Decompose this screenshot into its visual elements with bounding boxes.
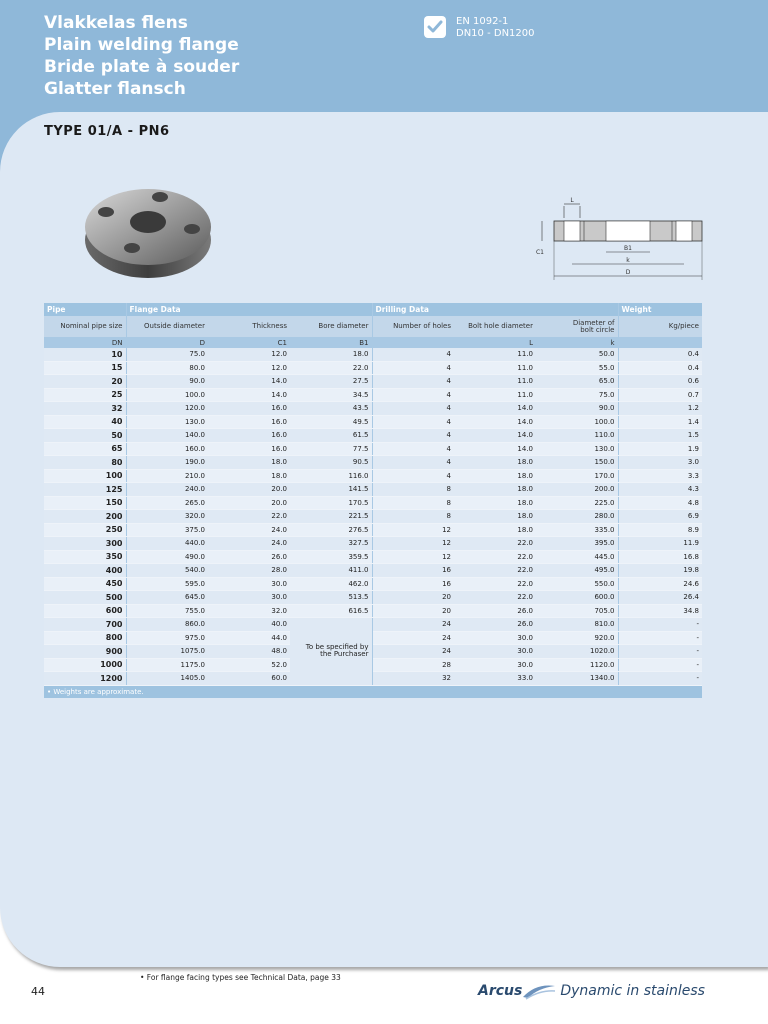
table-cell: 60.0 [208,672,290,686]
table-cell: 975.0 [126,631,208,645]
table-cell: - [618,672,702,686]
table-cell: 276.5 [290,523,372,537]
table-cell: 320.0 [126,510,208,524]
flange-cross-section-drawing [528,196,708,290]
table-cell: 900 [44,645,126,659]
sym-l: L [454,337,536,348]
page-number: 44 [31,985,45,998]
table-cell: 440.0 [126,537,208,551]
table-cell: - [618,631,702,645]
table-cell: 1000 [44,658,126,672]
table-cell: 200.0 [536,483,618,497]
table-cell: 40 [44,415,126,429]
table-cell: 210.0 [126,469,208,483]
table-cell: 8 [372,483,454,497]
table-cell: 11.0 [454,375,536,389]
table-cell: 24 [372,618,454,632]
table-cell: 34.5 [290,388,372,402]
table-cell: 335.0 [536,523,618,537]
table-cell: 221.5 [290,510,372,524]
table-cell: 150.0 [536,456,618,470]
col-bolt-hole: Bolt hole diameter [454,316,536,337]
col-holes: Number of holes [372,316,454,337]
table-cell: 18.0 [454,510,536,524]
table-row [44,604,702,618]
spec-note: To be specified by the Purchaser [290,618,372,686]
table-cell: 44.0 [208,631,290,645]
sym-dn: DN [44,337,126,348]
table-cell: 170.5 [290,496,372,510]
table-cell: 4 [372,402,454,416]
col-outside: Outside diameter [126,316,208,337]
table-cell: 705.0 [536,604,618,618]
table-cell: 0.7 [618,388,702,402]
title-french: Bride plate à souder [44,57,240,77]
table-cell: 12.0 [208,348,290,361]
table-row [44,577,702,591]
table-cell: 1.9 [618,442,702,456]
table-cell: 375.0 [126,523,208,537]
table-cell: 14.0 [454,415,536,429]
table-cell: 24.6 [618,577,702,591]
table-cell: 14.0 [454,429,536,443]
table-cell: 500 [44,591,126,605]
table-cell: 110.0 [536,429,618,443]
table-row [44,496,702,510]
table-cell: 80 [44,456,126,470]
table-cell: 1075.0 [126,645,208,659]
table-cell: 1405.0 [126,672,208,686]
table-cell: 32 [372,672,454,686]
brand-logo [478,982,705,1000]
table-cell: 30.0 [208,577,290,591]
table-row [44,348,702,361]
dimensions-table [44,303,702,698]
table-cell: 52.0 [208,658,290,672]
table-cell: 24 [372,631,454,645]
table-cell: 116.0 [290,469,372,483]
table-cell: 4 [372,388,454,402]
table-cell: 22.0 [454,577,536,591]
table-cell: 16.0 [208,442,290,456]
col-bolt-circle: Diameter of bolt circle [536,316,618,337]
table-cell: 16 [372,564,454,578]
table-cell: 265.0 [126,496,208,510]
table-cell: 26.4 [618,591,702,605]
table-row [44,469,702,483]
table-cell: 75.0 [126,348,208,361]
table-row [44,564,702,578]
table-cell: 4 [372,348,454,361]
table-cell: 43.5 [290,402,372,416]
table-cell: 24.0 [208,523,290,537]
table-cell: 0.6 [618,375,702,389]
table-cell: 4 [372,456,454,470]
table-cell: 490.0 [126,550,208,564]
table-cell: 22.0 [454,537,536,551]
table-cell: 1120.0 [536,658,618,672]
title-dutch: Vlakkelas flens [44,13,188,33]
table-row [44,672,702,686]
table-row [44,442,702,456]
table-cell: 1.4 [618,415,702,429]
table-cell: 61.5 [290,429,372,443]
table-cell: 462.0 [290,577,372,591]
col-bore: Bore diameter [290,316,372,337]
group-flange: Flange Data [126,303,290,316]
table-cell: 27.5 [290,375,372,389]
table-cell: 18.0 [454,456,536,470]
table-cell: 3.0 [618,456,702,470]
table-cell: 10 [44,348,126,361]
table-cell: 0.4 [618,348,702,361]
table-cell: 1020.0 [536,645,618,659]
table-cell: 25 [44,388,126,402]
table-cell: 16.0 [208,415,290,429]
table-row [44,429,702,443]
table-row [44,402,702,416]
table-cell: 50 [44,429,126,443]
table-cell: 11.0 [454,388,536,402]
table-cell: 12 [372,550,454,564]
table-row [44,388,702,402]
table-cell: 11.0 [454,361,536,375]
brand-name: Arcus [478,983,523,999]
table-cell: 327.5 [290,537,372,551]
table-cell: 0.4 [618,361,702,375]
title-block [44,12,239,100]
table-cell: 240.0 [126,483,208,497]
table-cell: 77.5 [290,442,372,456]
table-cell: 22.0 [454,591,536,605]
table-cell: 8 [372,510,454,524]
table-body [44,348,702,685]
table-cell: 800 [44,631,126,645]
table-cell: 24 [372,645,454,659]
table-cell: 1.2 [618,402,702,416]
sym-k: k [536,337,618,348]
table-cell: 16.8 [618,550,702,564]
table-row [44,375,702,389]
table-cell: 190.0 [126,456,208,470]
certification [424,16,535,40]
table-cell: 600.0 [536,591,618,605]
table-cell: 160.0 [126,442,208,456]
table-cell: 50.0 [536,348,618,361]
table-cell: - [618,658,702,672]
table-cell: 11.0 [454,348,536,361]
table-cell: 16.0 [208,429,290,443]
sym-c1: C1 [208,337,290,348]
table-cell: 4 [372,361,454,375]
table-row [44,456,702,470]
table-cell: 65.0 [536,375,618,389]
table-cell: 920.0 [536,631,618,645]
table-cell: 4 [372,375,454,389]
table-row [44,537,702,551]
table-row [44,631,702,645]
table-cell: 32 [44,402,126,416]
table-cell: 616.5 [290,604,372,618]
table-cell: 4 [372,469,454,483]
table-cell: 3.3 [618,469,702,483]
group-weight: Weight [618,303,702,316]
col-nominal: Nominal pipe size [44,316,126,337]
table-cell: 4.3 [618,483,702,497]
footnote: • Weights are approximate. [44,685,702,698]
table-cell: 18.0 [208,469,290,483]
group-drilling: Drilling Data [372,303,618,316]
table-row [44,361,702,375]
table-cell: 130.0 [536,442,618,456]
table-cell: 32.0 [208,604,290,618]
title-english: Plain welding flange [44,35,239,55]
table-cell: 14.0 [454,442,536,456]
table-cell: 12 [372,523,454,537]
table-cell: 16 [372,577,454,591]
table-cell: 30.0 [454,658,536,672]
table-cell: 22.0 [208,510,290,524]
table-cell: 26.0 [454,604,536,618]
table-cell: 20.0 [208,496,290,510]
table-cell: 26.0 [208,550,290,564]
table-cell: 22.0 [290,361,372,375]
table-cell: 65 [44,442,126,456]
table-cell: - [618,645,702,659]
table-cell: 34.8 [618,604,702,618]
group-pipe: Pipe [44,303,126,316]
table-cell: 141.5 [290,483,372,497]
table-row [44,483,702,497]
table-cell: 125 [44,483,126,497]
table-cell: 18.0 [454,523,536,537]
title-german: Glatter flansch [44,79,186,99]
table-row [44,645,702,659]
table-cell: 755.0 [126,604,208,618]
flange-photo [78,182,218,286]
table-cell: 33.0 [454,672,536,686]
table-cell: 48.0 [208,645,290,659]
col-kg: Kg/piece [618,316,702,337]
table-cell: 400 [44,564,126,578]
table-cell: 100 [44,469,126,483]
table-row [44,658,702,672]
table-row [44,523,702,537]
table-row [44,618,702,632]
table-cell: 20 [44,375,126,389]
table-cell: 15 [44,361,126,375]
table-cell: 4 [372,442,454,456]
table-cell: 550.0 [536,577,618,591]
table-cell: 170.0 [536,469,618,483]
table-cell: 1.5 [618,429,702,443]
table-row [44,415,702,429]
table-cell: 28 [372,658,454,672]
table-cell: 860.0 [126,618,208,632]
label-c1: C1 [535,249,545,256]
table-cell: 450 [44,577,126,591]
table-cell: 14.0 [208,375,290,389]
sym-d: D [126,337,208,348]
sym-b1: B1 [290,337,372,348]
range-text: DN10 - DN1200 [456,28,535,39]
table-cell: 595.0 [126,577,208,591]
table-row [44,550,702,564]
table-cell: 395.0 [536,537,618,551]
table-cell: 200 [44,510,126,524]
table-cell: 90.5 [290,456,372,470]
col-thickness: Thickness [208,316,290,337]
table-cell: 1175.0 [126,658,208,672]
swoosh-icon [522,982,556,1000]
table-cell: 12 [372,537,454,551]
table-cell: 20 [372,604,454,618]
table-cell: 22.0 [454,550,536,564]
table-cell: 14.0 [454,402,536,416]
table-cell: 645.0 [126,591,208,605]
table-cell: 75.0 [536,388,618,402]
table-cell: 30.0 [454,645,536,659]
label-l: L [570,197,574,204]
standard-text: EN 1092-1 [456,16,509,27]
table-cell: 4 [372,415,454,429]
table-cell: 28.0 [208,564,290,578]
table-cell: 18.0 [208,456,290,470]
table-cell: 4.8 [618,496,702,510]
table-cell: 12.0 [208,361,290,375]
table-cell: 600 [44,604,126,618]
table-cell: 18.0 [454,496,536,510]
table-cell: 40.0 [208,618,290,632]
table-cell: 8.9 [618,523,702,537]
type-title: TYPE 01/A - PN6 [44,124,170,139]
table-cell: 100.0 [536,415,618,429]
table-cell: 280.0 [536,510,618,524]
table-row [44,591,702,605]
table-cell: 250 [44,523,126,537]
label-k: k [626,257,630,264]
table-cell: 445.0 [536,550,618,564]
checkmark-icon [424,16,446,38]
table-cell: 8 [372,496,454,510]
table-cell: 100.0 [126,388,208,402]
table-cell: 6.9 [618,510,702,524]
table-cell: 810.0 [536,618,618,632]
table-cell: 18.0 [290,348,372,361]
label-d: D [625,269,631,276]
table-cell: 1340.0 [536,672,618,686]
table-cell: 22.0 [454,564,536,578]
table-cell: 150 [44,496,126,510]
table-cell: 225.0 [536,496,618,510]
table-cell: 19.8 [618,564,702,578]
table-cell: 24.0 [208,537,290,551]
table-cell: 300 [44,537,126,551]
label-b1: B1 [624,245,632,252]
table-cell: 18.0 [454,469,536,483]
table-cell: 120.0 [126,402,208,416]
table-cell: 14.0 [208,388,290,402]
table-cell: 1200 [44,672,126,686]
table-cell: 4 [372,429,454,443]
table-cell: 411.0 [290,564,372,578]
table-cell: 700 [44,618,126,632]
table-cell: 49.5 [290,415,372,429]
table-cell: 16.0 [208,402,290,416]
table-cell: 350 [44,550,126,564]
table-cell: 26.0 [454,618,536,632]
table-cell: 513.5 [290,591,372,605]
table-cell: - [618,618,702,632]
table-cell: 80.0 [126,361,208,375]
table-row [44,510,702,524]
bottom-note: • For flange facing types see Technical Data, page 33 [140,973,341,982]
table-cell: 90.0 [126,375,208,389]
table-cell: 130.0 [126,415,208,429]
table-cell: 18.0 [454,483,536,497]
table-cell: 359.5 [290,550,372,564]
table-cell: 30.0 [208,591,290,605]
table-cell: 495.0 [536,564,618,578]
table-cell: 55.0 [536,361,618,375]
table-cell: 540.0 [126,564,208,578]
table-cell: 90.0 [536,402,618,416]
brand-tagline: Dynamic in stainless [560,983,705,999]
table-cell: 20.0 [208,483,290,497]
table-cell: 20 [372,591,454,605]
table-cell: 140.0 [126,429,208,443]
table-cell: 11.9 [618,537,702,551]
table-cell: 30.0 [454,631,536,645]
